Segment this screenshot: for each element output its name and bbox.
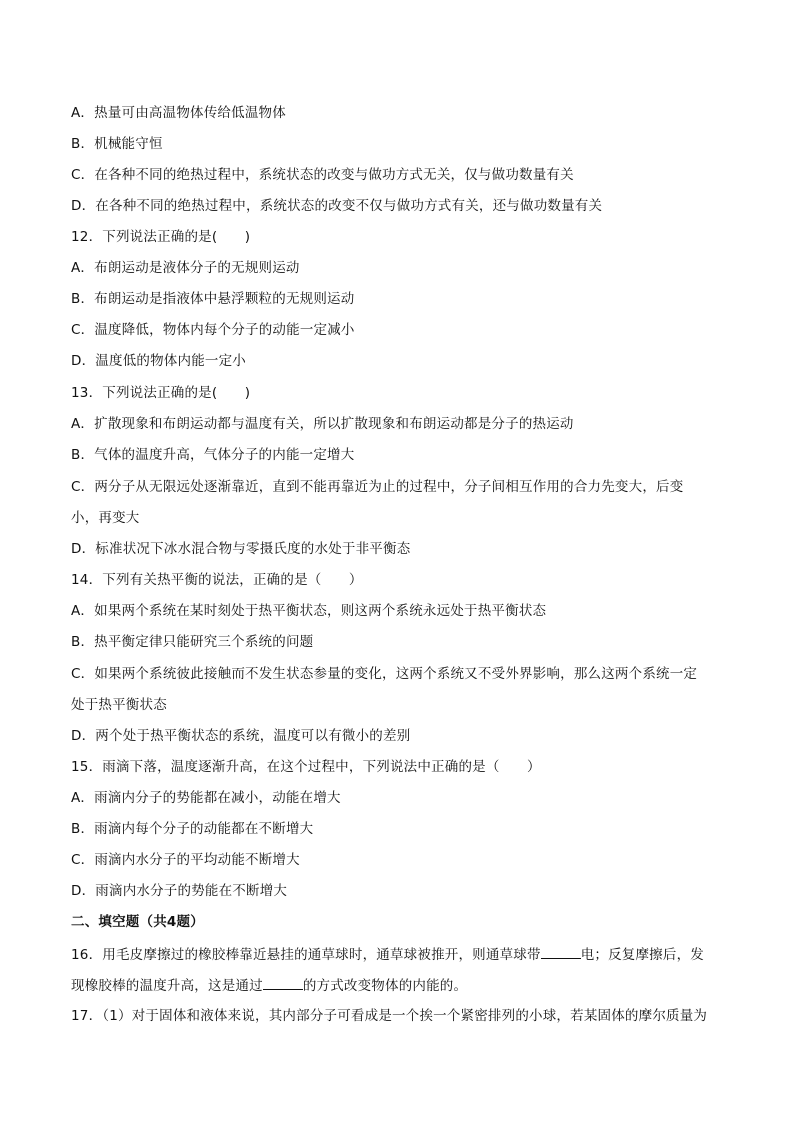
q12-stem: 12．下列说法正确的是( ): [71, 229, 251, 245]
q16-blank-2: [263, 975, 303, 990]
q16-line1: [71, 944, 731, 965]
q13-option-a: A．扩散现象和布朗运动都与温度有关，所以扩散现象和布朗运动都是分子的热运动: [71, 416, 574, 432]
q12-option-b: B．布朗运动是指液体中悬浮颗粒的无规则运动: [71, 291, 355, 307]
q11-option-a: A．热量可由高温物体传给低温物体: [71, 105, 286, 121]
q13-stem: 13．下列说法正确的是( ): [71, 385, 251, 401]
q14-option-c-line1: C．如果两个系统彼此接触而不发生状态参量的变化，这两个系统又不受外界影响，那么这两个系统一定: [71, 666, 698, 682]
q12-option-c: C．温度降低，物体内每个分子的动能一定减小: [71, 322, 355, 338]
q13-option-c-line2: 小，再变大: [71, 510, 140, 526]
q15-stem: 15．雨滴下落，温度逐渐升高，在这个过程中，下列说法中正确的是（ ）: [71, 759, 541, 775]
q13-option-b: B．气体的温度升高，气体分子的内能一定增大: [71, 447, 355, 463]
section-title-fill-in: 二、填空题（共4题）: [71, 914, 204, 930]
q11-option-d: D．在各种不同的绝热过程中，系统状态的改变不仅与做功方式有关，还与做功数量有关: [71, 198, 603, 214]
q11-option-b: B．机械能守恒: [71, 136, 163, 152]
q14-stem: 14．下列有关热平衡的说法，正确的是（ ）: [71, 572, 363, 588]
q14-option-a: A．如果两个系统在某时刻处于热平衡状态，则这两个系统永远处于热平衡状态: [71, 603, 547, 619]
q13-option-c-line1: C．两分子从无限远处逐渐靠近，直到不能再靠近为止的过程中，分子间相互作用的合力先变大，后变: [71, 479, 684, 495]
q15-option-a: A．雨滴内分子的势能都在减小，动能在增大: [71, 790, 341, 806]
q14-option-b: B．热平衡定律只能研究三个系统的问题: [71, 634, 314, 650]
q16-text-1: 16．用毛皮摩擦过的橡胶棒靠近悬挂的通草球时，通草球被推开，则通草球带: [71, 947, 541, 963]
q11-option-c: C．在各种不同的绝热过程中，系统状态的改变与做功方式无关，仅与做功数量有关: [71, 167, 574, 183]
q16-text-4: 的方式改变物体的内能的。: [302, 978, 468, 994]
q16-blank-1: [541, 944, 581, 959]
q16-text-3: 现橡胶棒的温度升高，这是通过: [71, 978, 263, 994]
q16-line2: [71, 975, 731, 996]
q12-option-d: D．温度低的物体内能一定小: [71, 353, 246, 369]
q14-option-c-line2: 处于热平衡状态: [71, 697, 167, 713]
q17-line1: 17．（1）对于固体和液体来说，其内部分子可看成是一个挨一个紧密排列的小球，若某固体的摩尔质量为: [71, 1008, 708, 1024]
q14-option-d: D．两个处于热平衡状态的系统，温度可以有微小的差别: [71, 728, 411, 744]
q15-option-b: B．雨滴内每个分子的动能都在不断增大: [71, 821, 314, 837]
q16-text-2: 电；反复摩擦后，发: [580, 947, 704, 963]
q15-option-d: D．雨滴内水分子的势能在不断增大: [71, 883, 288, 899]
q12-option-a: A．布朗运动是液体分子的无规则运动: [71, 260, 300, 276]
q15-option-c: C．雨滴内水分子的平均动能不断增大: [71, 852, 300, 868]
q13-option-d: D．标准状况下冰水混合物与零摄氏度的水处于非平衡态: [71, 541, 411, 557]
